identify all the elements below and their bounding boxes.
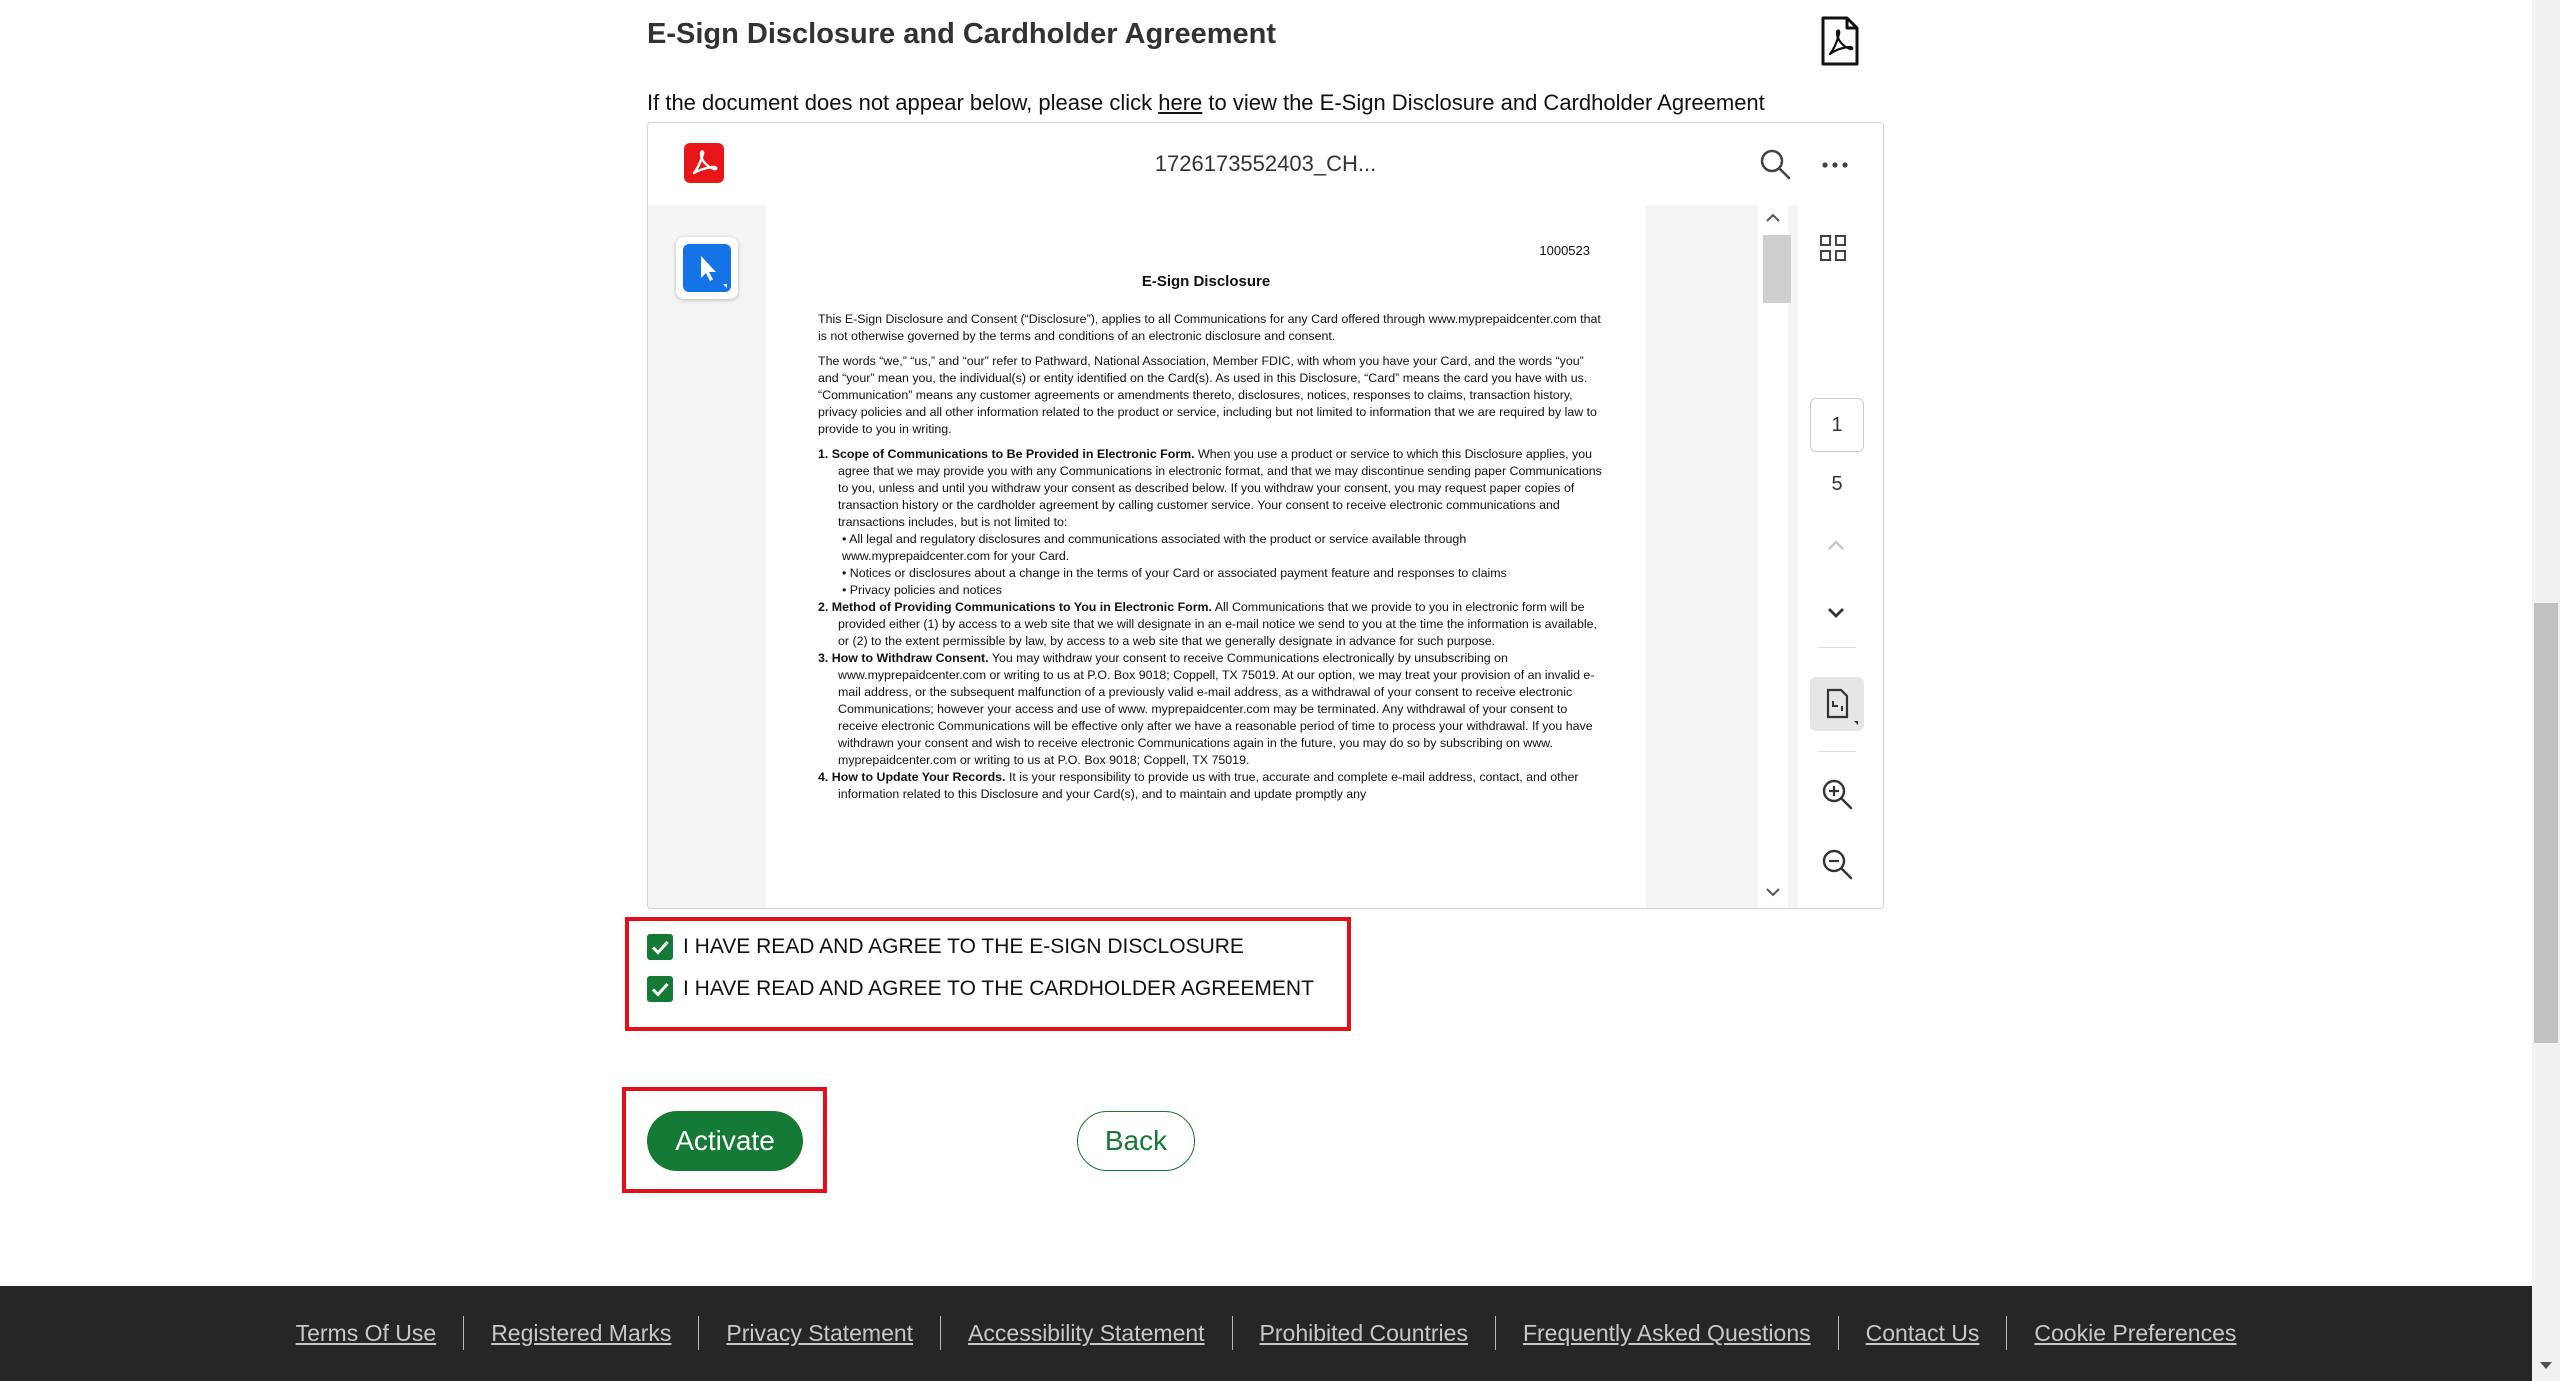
document-page [766,205,1646,908]
pdf-viewer [647,122,1884,909]
next-page-icon[interactable] [1822,601,1850,625]
footer-link-cookie-preferences[interactable]: Cookie Preferences [2034,1319,2237,1346]
list-item-body: You may withdraw your consent to receive Communications electronically by unsubscribing on www.myprepaidcenter.com or writing to us at P.O. Box 9018; Coppell, TX 75019. At our option, we may treat your provision of an invalid e-mail address, or the subsequent malfunction of a previously valid e-mail address, as a withdrawal of your consent to receive electronic Communications; however your access and use of www. myprepaidcenter.com may be terminated. Any withdrawal of your consent to receive electronic Communications will be effective only after we have a reasonable period of time to process your withdrawal. If you have withdrawn your consent and wish to receive electronic Communications again in the future, you may do so by subscribing on www. myprepaidcenter.com or writing to us at P.O. Box 9018; Coppell, TX 75019. [838,651,1595,767]
select-tool-button[interactable] [676,237,738,299]
checkmark-icon [647,934,673,960]
toolbar-divider [1818,647,1856,648]
document-text [818,311,1602,803]
document-list-item [818,650,1602,769]
document-number: 1000523 [1539,243,1590,258]
view-document-link[interactable]: here [1158,90,1203,115]
document-bullet: • Privacy policies and notices [842,583,1002,597]
chevron-up-icon[interactable] [1763,209,1783,227]
toolbar-divider [1818,751,1856,752]
document-list-item [818,769,1602,803]
document-paragraph: This E-Sign Disclosure and Consent (“Disclosure”), applies to all Communications for any Card offered through www.myprepaidcenter.com that is not otherwise governed by the terms and conditions of an electronic disclosure and consent. [818,312,1601,343]
viewer-body [648,205,1883,908]
back-button[interactable]: Back [1077,1111,1195,1171]
list-item-body: It is your responsibility to provide us with true, accurate and complete e-mail address, contact, and other information related to this Disclosure and your Card(s), and to maintain and update promptly any [838,770,1579,801]
thumbnails-grid-icon[interactable] [1818,233,1848,263]
esign-agree-label: I HAVE READ AND AGREE TO THE E-SIGN DISCLOSURE [683,935,1244,958]
notice-text-after: to view the E-Sign Disclosure and Cardholder Agreement [1202,90,1765,115]
list-item-body: When you use a product or service to which this Disclosure applies, you agree that we may provide you with any Communications in electronic format, and that we may discontinue sending paper Communications to you, unless and until you withdraw your consent as described below. If you withdraw your consent, you may request paper copies of transaction history or the cardholder agreement by calling customer service. Your consent to receive electronic communications and transactions includes, but is not limited to: [838,447,1602,529]
footer [0,1286,2532,1381]
esign-agree-checkbox[interactable] [647,934,673,960]
page-title: E-Sign Disclosure and Cardholder Agreement [647,18,1276,50]
pdf-file-icon[interactable] [1820,16,1860,66]
cardholder-agree-checkbox[interactable] [647,976,673,1002]
document-bullet: • All legal and regulatory disclosures and communications associated with the product or service available through www.myprepaidcenter.com for your Card. [842,532,1467,563]
total-pages: 5 [1831,473,1843,495]
cardholder-agree-row[interactable] [647,974,1314,1004]
scrollbar-thumb[interactable] [1763,235,1791,303]
search-icon[interactable] [1758,147,1792,181]
chevron-down-icon[interactable] [1763,883,1783,901]
list-item-heading: 4. How to Update Your Records. [818,770,1006,784]
fit-page-icon[interactable] [1810,677,1864,731]
document-paragraph: The words “we,” “us,” and “our” refer to Pathward, National Association, Member FDIC, with whom you have your Card, and the words “you” and “your” mean you, the individual(s) or entity identified on the Card(s). As used in this Disclosure, “Card” means the card you have with us. “Communication” means any customer agreements or amendments thereto, disclosures, notices, responses to claims, transaction history, privacy policies and all other information related to the product or service, including but not limited to information that we are required by law to provide to you in writing. [818,354,1597,436]
footer-link-terms-of-use[interactable]: Terms Of Use [295,1319,437,1346]
footer-link-registered-marks[interactable]: Registered Marks [491,1319,672,1346]
cursor-arrow-icon [683,244,731,292]
document-bullet: • Notices or disclosures about a change in the terms of your Card or associated payment feature and responses to claims [842,566,1507,580]
previous-page-icon[interactable] [1822,533,1850,557]
footer-link-prohibited-countries[interactable]: Prohibited Countries [1259,1319,1468,1346]
notice-text-before: If the document does not appear below, please click [647,90,1159,115]
document-list-item [818,599,1602,650]
document-title: E-Sign Disclosure [1141,273,1271,290]
scroll-down-arrow-icon[interactable] [2536,1358,2556,1374]
footer-link-accessibility-statement[interactable]: Accessibility Statement [968,1319,1205,1346]
esign-agree-row[interactable] [647,932,1244,962]
page-scrollbar-thumb[interactable] [2534,603,2558,1043]
footer-link-contact-us[interactable]: Contact Us [1865,1319,1980,1346]
checkmark-icon [647,976,673,1002]
document-scrollbar[interactable] [1758,205,1788,908]
cardholder-agree-label: I HAVE READ AND AGREE TO THE CARDHOLDER AGREEMENT [683,977,1314,1000]
current-page-input[interactable]: 1 [1810,398,1864,452]
list-item-heading: 3. How to Withdraw Consent. [818,651,989,665]
viewer-header [648,123,1883,206]
footer-link-faq[interactable]: Frequently Asked Questions [1522,1319,1811,1346]
zoom-out-icon[interactable] [1820,847,1854,881]
activate-button[interactable]: Activate [647,1111,803,1171]
more-options-icon[interactable] [1820,151,1850,179]
viewer-filename: 1726173552403_CH... [1154,151,1377,176]
list-item-heading: 1. Scope of Communications to Be Provided in Electronic Form. [818,447,1195,461]
zoom-in-icon[interactable] [1820,777,1854,811]
footer-links [0,1316,2532,1350]
list-item-heading: 2. Method of Providing Communications to You in Electronic Form. [818,600,1212,614]
list-item-body: All Communications that we provide to you in electronic form will be provided either (1) by access to a web site that we will designate in an e-mail notice we send to you at the time the information is available, or (2) to the extent permissible by law, by access to a web site that we generally designate in advance for such purpose. [838,600,1597,648]
document-list-item [818,446,1602,531]
footer-link-privacy-statement[interactable]: Privacy Statement [726,1319,914,1346]
document-notice [647,90,1765,116]
